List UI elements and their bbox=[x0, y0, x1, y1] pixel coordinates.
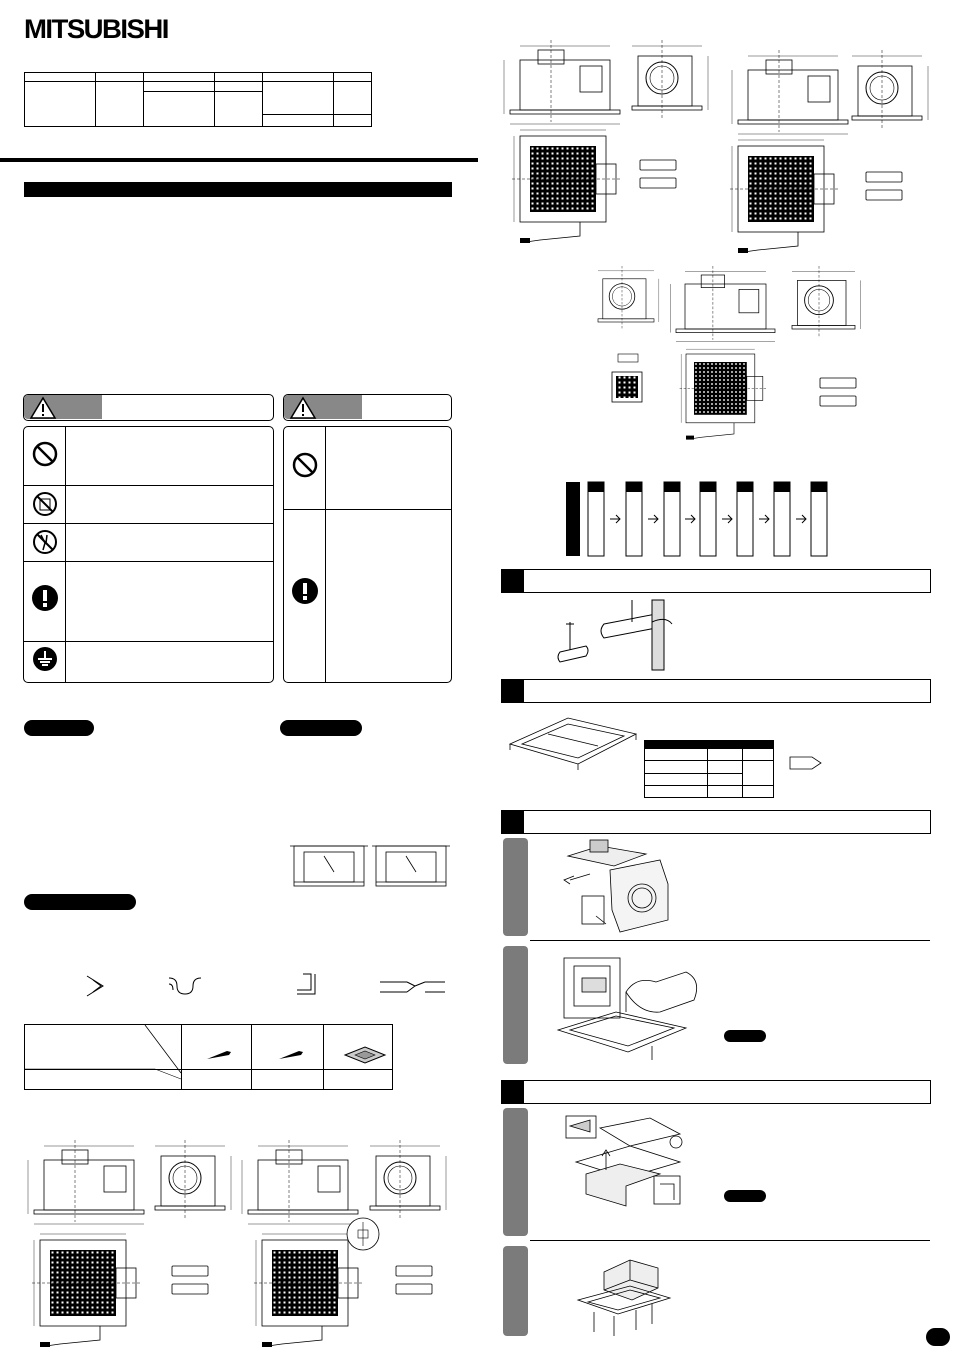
step-bar-4 bbox=[501, 1080, 931, 1104]
end-view-drawing bbox=[852, 50, 952, 150]
divider bbox=[530, 940, 930, 941]
flow-header bbox=[566, 482, 580, 556]
note-pill bbox=[724, 1030, 766, 1042]
page-number-badge bbox=[926, 1328, 950, 1346]
end-view-drawing bbox=[632, 40, 732, 140]
end-view-drawing bbox=[370, 1140, 470, 1240]
substep-tab bbox=[503, 1246, 528, 1336]
warning-triangle-icon bbox=[30, 397, 56, 419]
side-view-drawing bbox=[676, 266, 786, 336]
ceiling-frame-figure bbox=[508, 712, 638, 772]
label-boxes bbox=[866, 172, 906, 202]
no-water-icon bbox=[32, 491, 58, 517]
warning-triangle-icon bbox=[290, 397, 316, 419]
section-pill bbox=[24, 894, 136, 910]
plan-view-drawing bbox=[686, 354, 806, 464]
spec-table bbox=[24, 72, 372, 127]
header-rule bbox=[0, 158, 478, 162]
warning-list bbox=[23, 426, 274, 683]
screw-icon bbox=[277, 1047, 307, 1063]
arrow-right-icon bbox=[790, 756, 822, 770]
prohibited-icon bbox=[292, 452, 318, 478]
substep-tab bbox=[503, 946, 528, 1064]
plan-view-drawing bbox=[40, 1240, 160, 1350]
caution-header bbox=[283, 394, 452, 421]
step-bar-3 bbox=[501, 810, 931, 834]
accessories-table bbox=[24, 1024, 393, 1090]
step-bar-2 bbox=[501, 679, 931, 703]
ground-icon bbox=[32, 646, 58, 672]
duct-connection-figure bbox=[556, 952, 706, 1062]
step-bar-1 bbox=[501, 569, 931, 593]
label-boxes bbox=[172, 1266, 212, 1296]
note-pill bbox=[724, 1190, 766, 1202]
mandatory-icon bbox=[291, 577, 319, 605]
process-flow bbox=[588, 482, 838, 556]
detail-circle bbox=[346, 1214, 380, 1254]
plan-view-drawing bbox=[520, 136, 640, 246]
plan-view-drawing bbox=[738, 146, 858, 256]
screw-icon bbox=[205, 1047, 235, 1063]
label-boxes bbox=[820, 378, 860, 408]
duct-shapes bbox=[85, 972, 445, 1000]
ceiling-opening-figures bbox=[290, 838, 450, 890]
small-plan-drawing bbox=[612, 350, 652, 410]
section-pill bbox=[280, 720, 362, 736]
bolt-fixing-figure bbox=[574, 1252, 674, 1338]
opening-size-table bbox=[644, 740, 774, 798]
end-view-drawing bbox=[792, 266, 872, 336]
substep-tab bbox=[503, 838, 528, 936]
caution-list bbox=[283, 426, 452, 683]
unit-separation-figure bbox=[560, 840, 680, 936]
mandatory-icon bbox=[31, 584, 59, 612]
prohibited-icon bbox=[32, 441, 58, 467]
unit-installation-figure bbox=[560, 1112, 690, 1222]
divider bbox=[530, 1240, 930, 1241]
substep-tab bbox=[503, 1108, 528, 1236]
title-bar bbox=[24, 182, 452, 197]
label-boxes bbox=[396, 1266, 436, 1296]
hanging-bolt-figure bbox=[556, 600, 686, 670]
label-boxes bbox=[640, 160, 680, 190]
end-view-drawing bbox=[598, 266, 668, 326]
section-pill bbox=[24, 720, 94, 736]
brand-logo: MITSUBISHI bbox=[24, 14, 168, 44]
grille-icon bbox=[341, 1043, 387, 1065]
plan-view-drawing bbox=[262, 1240, 382, 1350]
end-view-drawing bbox=[155, 1140, 255, 1240]
no-disassembly-icon bbox=[32, 529, 58, 555]
warning-header bbox=[23, 394, 274, 421]
